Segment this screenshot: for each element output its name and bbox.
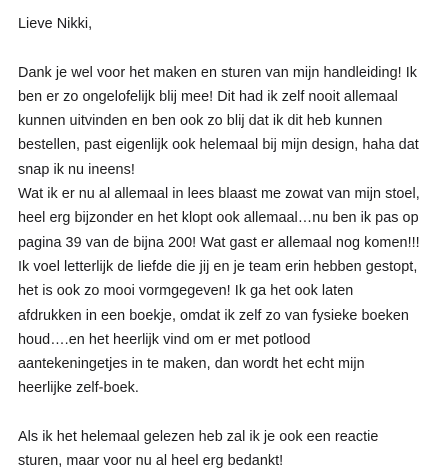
message-line: heerlijke zelf-boek. <box>18 380 139 397</box>
paragraph-2 <box>18 425 429 474</box>
paragraph-spacer <box>18 401 429 425</box>
message-line: bestellen, past eigenlijk ook helemaal bij mijn design, haha dat <box>18 137 419 154</box>
message-line: Wat ik er nu al allemaal in lees blaast me zowat van mijn stoel, <box>18 186 420 203</box>
message-line: pagina 39 van de bijna 200! Wat gast er allemaal nog komen!!! <box>18 234 420 251</box>
message-line: kunnen uitvinden en ben ook zo blij dat ik dit heb kunnen <box>18 113 383 130</box>
message-line: het is ook zo mooi vormgegeven! Ik ga het ook laten <box>18 283 354 300</box>
message-line: ben er zo ongelofelijk blij mee! Dit had ik zelf nooit allemaal <box>18 88 398 105</box>
message-line: Dank je wel voor het maken en sturen van mijn handleiding! Ik <box>18 64 418 81</box>
message-line: Ik voel letterlijk de liefde die jij en je team erin hebben gestopt, <box>18 258 418 275</box>
message-line: heel erg bijzonder en het klopt ook allemaal…nu ben ik pas op <box>18 210 419 227</box>
paragraph-spacer <box>18 36 429 60</box>
message-line: aantekeningetjes in te maken, dan wordt het echt mijn <box>18 356 365 373</box>
message-line: houd….en het heerlijk vind om er met potlood <box>18 331 311 348</box>
message-line: afdrukken in een boekje, omdat ik zelf zo van fysieke boeken <box>18 307 409 324</box>
message-line: sturen, maar voor nu al heel erg bedankt! <box>18 453 284 470</box>
message-line: Als ik het helemaal gelezen heb zal ik je ook een reactie <box>18 429 379 446</box>
paragraph-1 <box>18 61 429 401</box>
message-line: snap ik nu ineens! <box>18 161 135 178</box>
greeting: Lieve Nikki, <box>18 16 93 32</box>
